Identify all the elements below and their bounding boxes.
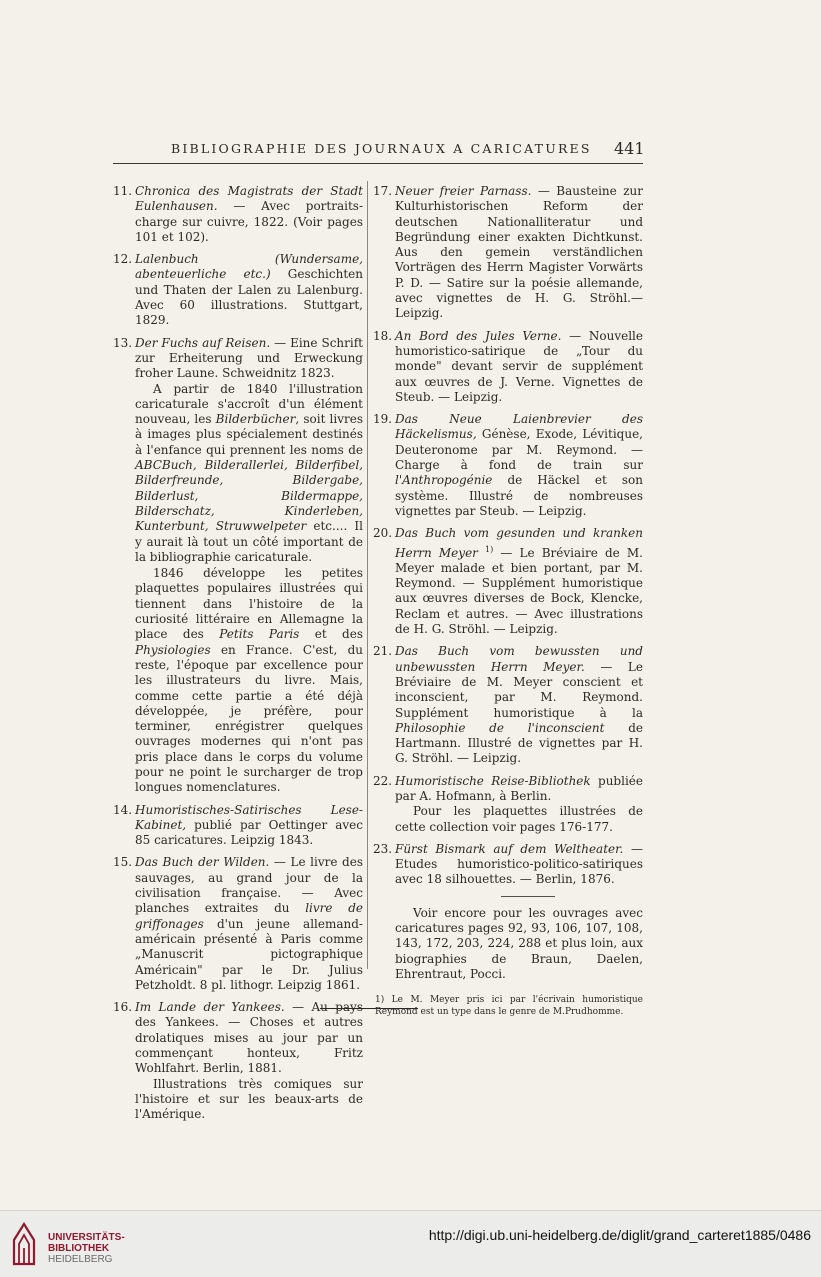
entry-title: Humoristisches-Satirisches Lese-Kabinet,	[135, 802, 363, 832]
text-run: 1846 développe les petites plaquettes populaires illustrées qui tiennent dans l'histoire de la curiosité littéraire en Allemagne la place des	[135, 566, 363, 642]
entry-number: 11.	[113, 184, 133, 198]
header-rule	[113, 163, 643, 164]
paragraph-bilderbucher	[113, 382, 363, 566]
text-run: et des	[299, 627, 364, 642]
entry-text: publiée par A. Hofmann, à Berlin.	[395, 773, 643, 803]
running-title: BIBLIOGRAPHIE DES JOURNAUX A CARICATURES	[171, 141, 592, 156]
entry-text: — Le Bréviaire de M. Meyer conscient et inconscient, par M. Reymond. Supplément humoristique à la	[395, 659, 643, 720]
entry-title: Lalenbuch (Wundersame, abenteuerliche etc.)	[135, 252, 363, 282]
text-run: en France. C'est, du reste, l'époque par excellence pour les illustrateurs du livre. Mais, comme cette partie a été déjà développée, je préfère, pour terminer, enrégistrer quelques ouvrages modernes qui n'ont pas pris place dans le corps du volume pour ne point le surcharger de trop longues nomenclatures.	[135, 642, 363, 795]
entry-text: de Häckel et son système. Illustré de nombreuses vignettes par Steub. — Leipzig.	[395, 473, 643, 518]
entry-text: de Hartmann. Illustré de vignettes par H. G. Ströhl. — Leipzig.	[395, 720, 643, 766]
italic-run: ABCBuch, Bilderallerlei, Bilderfibel, Bilderfreunde, Bildergabe, Bilderlust, Bildermappe, Bilderschatz, Kinderleben, Kunterbunt, Struwwelpeter	[135, 458, 363, 534]
library-name	[48, 1232, 125, 1265]
entry-number: 19.	[373, 412, 393, 427]
paragraph-illustrations: Illustrations très comiques sur l'histoire et sur les beaux-arts de l'Amérique.	[135, 1076, 363, 1122]
entry-number: 21.	[373, 644, 393, 659]
entry-text: — Le Bréviaire de M. Meyer malade et bien portant, par M. Reymond. — Supplément humoristique aux œuvres diverses de Bock, Klencke, Reclam et autres. — Avec illustrations de H. G. Ströhl. — Leipzig.	[395, 545, 643, 637]
italic-run: Bilderbücher	[215, 412, 296, 427]
entry-number: 22.	[373, 773, 393, 788]
entry-16	[113, 1000, 363, 1076]
entry-text: — Nouvelle humoristico-satirique de „Tour du monde" devant servir de supplément aux œuvres de J. Verne. Vignettes de Steub. — Leipzig.	[395, 328, 643, 404]
right-column	[373, 184, 643, 1018]
entry-number: 13.	[113, 335, 133, 350]
paragraph-plaquettes	[113, 566, 363, 795]
entry-title: Das Buch vom gesunden und kranken Herrn Meyer	[395, 526, 643, 560]
entry-title: Neuer freier Parnass.	[395, 184, 532, 198]
entry-17	[373, 184, 643, 322]
entry-22	[373, 774, 643, 805]
paragraph-plaquettes-collection: Pour les plaquettes illustrées de cette collection voir pages 176-177.	[395, 804, 643, 834]
section-rule	[501, 896, 555, 897]
entry-15	[113, 855, 363, 993]
entry-14	[113, 803, 363, 849]
left-column	[113, 184, 363, 1124]
bottom-rule	[320, 1008, 418, 1009]
entry-text: — Le livre des sauvages, au grand jour de la civilisation française. — Avec planches extraites du	[135, 855, 363, 916]
italic-run: l'Anthropogénie	[395, 473, 493, 488]
page-number: 441	[614, 139, 645, 158]
entry-text: — Etudes humoristico-politico-satiriques avec 18 silhouettes. — Berlin, 1876.	[395, 841, 643, 887]
entry-19	[373, 412, 643, 519]
entry-11	[113, 184, 363, 245]
entry-21	[373, 644, 643, 766]
entry-text: — Au pays des Yankees. — Choses et autres drolatiques mises au jour par un commençant honteux, Fritz Wohlfahrt. Berlin, 1881.	[135, 1000, 363, 1076]
entry-title: Das Neue Laienbrevier des Häckelismus,	[395, 412, 643, 442]
footnote: 1) Le M. Meyer pris ici par l'écrivain humoristique Reymond est un type dans le genre de M.Prudhomme.	[375, 995, 643, 1018]
italic-run: Philosophie de l'inconscient	[395, 720, 605, 735]
entry-title: Chronica des Magistrats der Stadt Eulenhausen.	[135, 184, 363, 214]
entry-text: Geschichten und Thaten der Lalen zu Lalenburg. Avec 60 illustrations. Stuttgart, 1829.	[135, 267, 363, 328]
entry-title: Im Lande der Yankees.	[135, 1000, 285, 1015]
entry-title: Das Buch der Wilden.	[135, 855, 270, 870]
entry-title: Humoristische Reise-Bibliothek	[395, 773, 591, 788]
text-run: etc.... Il y aurait là tout un côté important de la bibliographie caricaturale.	[135, 519, 364, 564]
entry-number: 23.	[373, 841, 393, 856]
library-name-line: HEIDELBERG	[48, 1254, 113, 1265]
text-run: , soit livres à images plus spécialement destinés à l'enfance qui prennent les noms de	[135, 412, 363, 457]
entry-text: — Eine Schrift zur Erheiterung und Erweckung froher Laune. Schweidnitz 1823.	[135, 335, 363, 381]
entry-title: Das Buch vom bewussten und unbewussten Herrn Meyer.	[395, 644, 643, 674]
footnote-marker[interactable]: 1)	[485, 544, 494, 554]
entry-text: Génèse, Exode, Lévitique, Deuteronome par M. Reymond. — Charge à fond de train sur	[395, 427, 643, 473]
entry-number: 20.	[373, 526, 393, 541]
closing-paragraph: Voir encore pour les ouvrages avec caricatures pages 92, 93, 106, 107, 108, 143, 172, 203, 224, 288 et plus loin, aux biographies de Braun, Daelen, Ehrentraut, Pocci.	[395, 905, 643, 981]
italic-run: livre de griffonages	[135, 901, 364, 931]
library-name-line: BIBLIOTHEK	[48, 1243, 110, 1254]
entry-text: — Bausteine zur Kulturhistorischen Reform der deutschen Nationalliteratur und Begründung einer exakten Dichtkunst. Aus den gemein verständlichen Vorträgen des Herrn Magister Vorwärts P. D. — Satire sur la poésie allemande, avec vignettes de H. G. Ströhl.— Leipzig.	[395, 184, 643, 321]
permalink-url[interactable]: http://digi.ub.uni-heidelberg.de/diglit/grand_carteret1885/0486	[428, 1227, 811, 1243]
entry-title: An Bord des Jules Verne.	[395, 328, 562, 343]
entry-title: Der Fuchs auf Reisen.	[135, 335, 271, 350]
entry-number: 18.	[373, 328, 393, 343]
entry-number: 17.	[373, 184, 393, 198]
entry-23	[373, 842, 643, 888]
entry-number: 14.	[113, 802, 133, 817]
column-divider	[367, 181, 368, 969]
entry-18	[373, 329, 643, 405]
entry-20	[373, 526, 643, 637]
entry-number: 15.	[113, 855, 133, 870]
italic-run: Petits Paris	[219, 627, 300, 642]
text-run: A partir de 1840 l'illustration caricaturale s'accroît d'un élément nouveau, les	[135, 381, 363, 427]
library-logo-icon[interactable]	[10, 1222, 38, 1266]
entry-title: Fürst Bismark auf dem Weltheater.	[395, 841, 624, 856]
entry-number: 12.	[113, 252, 133, 267]
entry-text: d'un jeune allemand-américain présenté à Paris comme „Manuscrit pictographique Américain" par le Dr. Julius Petzholdt. 8 pl. lithogr. Leipzig 1861.	[135, 916, 363, 992]
italic-run: Physiologies	[135, 642, 211, 657]
entry-13	[113, 336, 363, 382]
entry-text: publié par Oettinger avec 85 caricatures. Leipzig 1843.	[135, 817, 363, 848]
library-name-line: UNIVERSITÄTS-	[48, 1232, 125, 1243]
entry-12	[113, 252, 363, 328]
entry-number: 16.	[113, 1000, 133, 1015]
entry-text: — Avec portraits-charge sur cuivre, 1822. (Voir pages 101 et 102).	[135, 199, 363, 244]
